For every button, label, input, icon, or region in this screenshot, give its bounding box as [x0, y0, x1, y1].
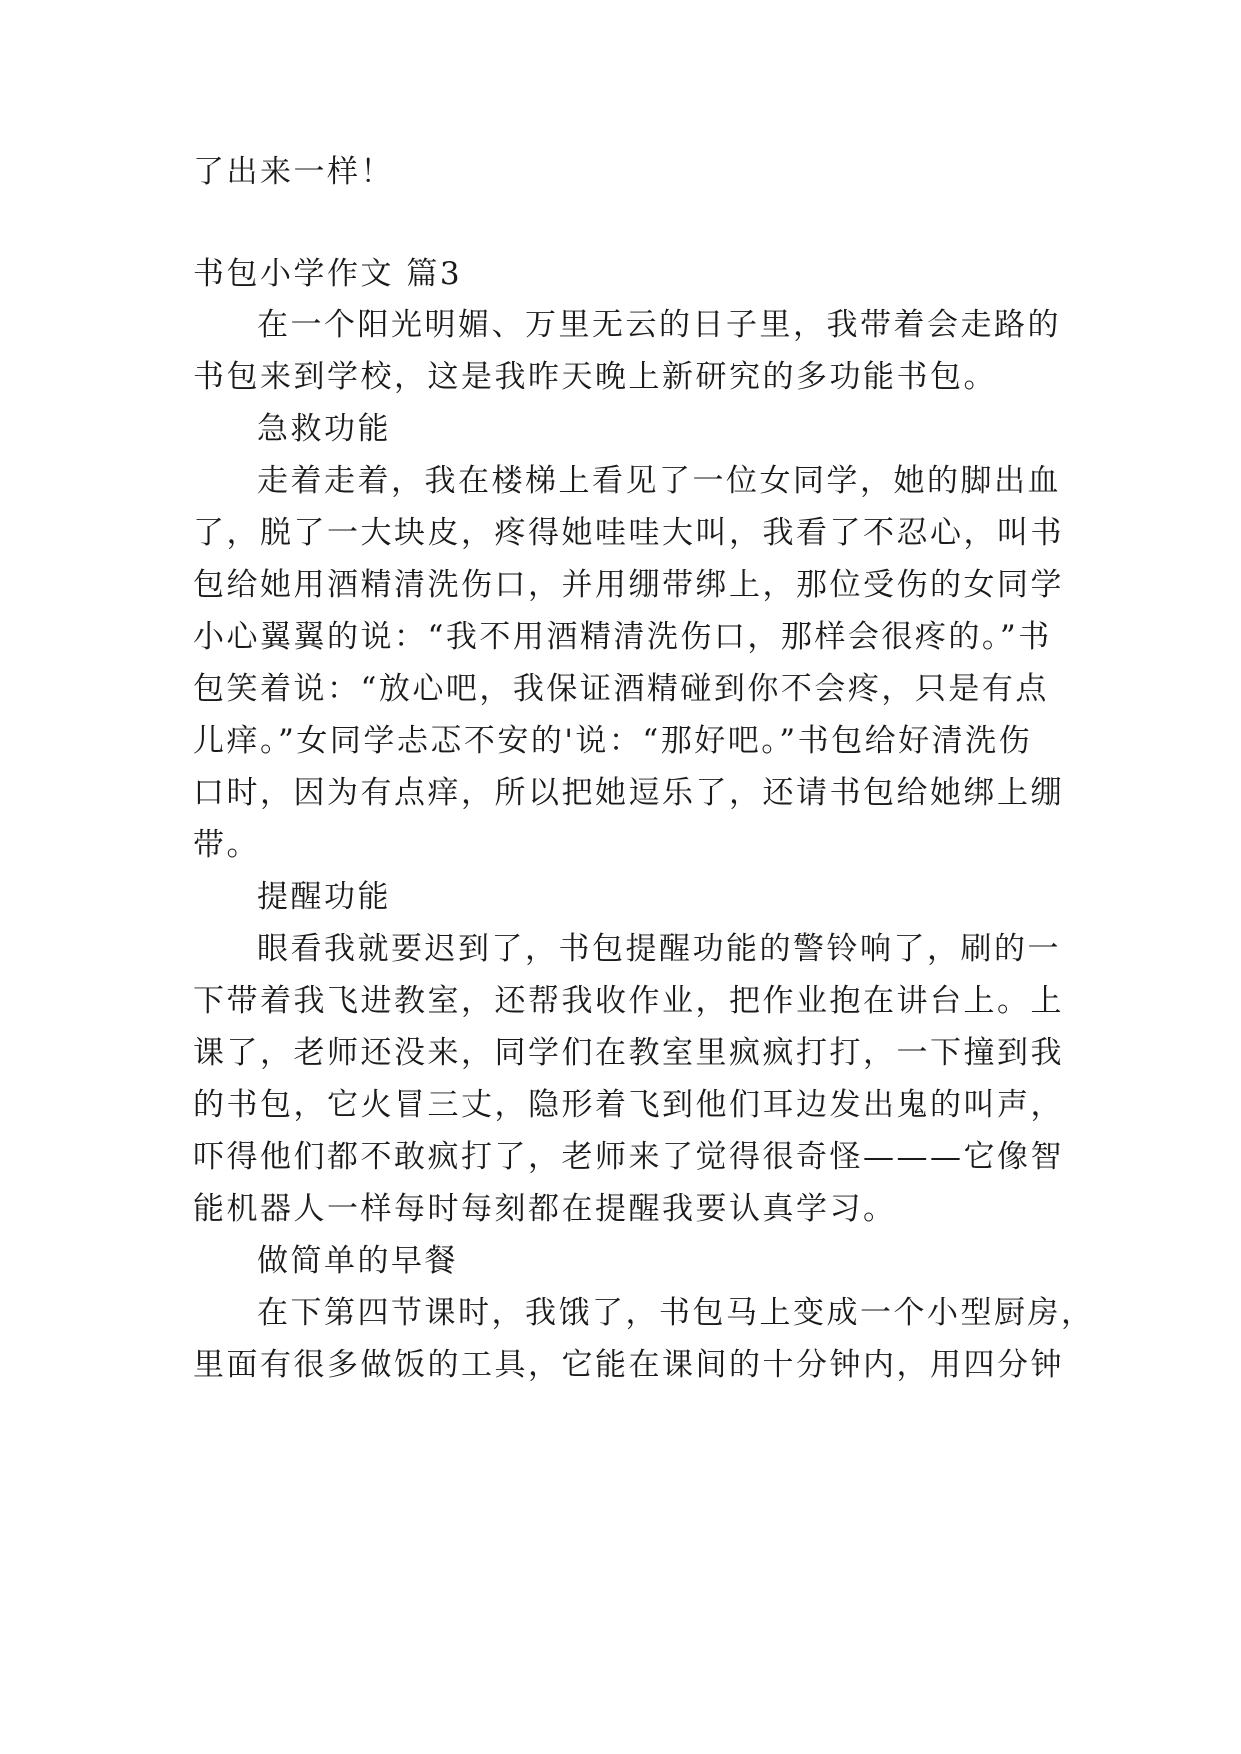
subheading-reminder: 提醒功能 — [257, 879, 391, 915]
paragraph-line: 下带着我飞进教室，还帮我收作业，把作业抱在讲台上。上 — [193, 983, 1064, 1019]
paragraph-line: 书包来到学校，这是我昨天晚上新研究的多功能书包。 — [193, 359, 997, 395]
paragraph-line: 了，脱了一大块皮，疼得她哇哇大叫，我看了不忍心，叫书 — [193, 515, 1064, 551]
paragraph-line: 里面有很多做饭的工具，它能在课间的十分钟内，用四分钟 — [193, 1347, 1064, 1383]
paragraph-line: 能机器人一样每时每刻都在提醒我要认真学习。 — [193, 1191, 897, 1227]
subheading-breakfast: 做简单的早餐 — [257, 1243, 458, 1279]
paragraph-line: 小心翼翼的说：“我不用酒精清洗伤口，那样会很疼的。”书 — [193, 619, 1052, 655]
paragraph-line: 课了，老师还没来，同学们在教室里疯疯打打，一下撞到我 — [193, 1035, 1064, 1071]
section-title: 书包小学作文 篇3 — [193, 256, 463, 292]
paragraph-line: 包给她用酒精清洗伤口，并用绷带绑上，那位受伤的女同学 — [193, 567, 1064, 603]
paragraph-line: 在一个阳光明媚、万里无云的日子里，我带着会走路的 — [257, 307, 1061, 343]
paragraph-line: 儿痒。”女同学忐忑不安的'说：“那好吧。”书包给好清洗伤 — [193, 723, 1033, 759]
paragraph-line: 吓得他们都不敢疯打了，老师来了觉得很奇怪———它像智 — [193, 1139, 1064, 1175]
paragraph-line: 带。 — [193, 827, 260, 863]
paragraph-line: 在下第四节课时，我饿了，书包马上变成一个小型厨房， — [257, 1295, 1095, 1331]
text-line: 了出来一样！ — [193, 154, 394, 190]
paragraph-line: 走着走着，我在楼梯上看见了一位女同学，她的脚出血 — [257, 463, 1061, 499]
subheading-first-aid: 急救功能 — [257, 411, 391, 447]
paragraph-line: 眼看我就要迟到了，书包提醒功能的警铃响了，刷的一 — [257, 931, 1061, 967]
paragraph-line: 口时，因为有点痒，所以把她逗乐了，还请书包给她绑上绷 — [193, 775, 1064, 811]
paragraph-line: 包笑着说：“放心吧，我保证酒精碰到你不会疼，只是有点 — [193, 671, 1049, 707]
paragraph-line: 的书包，它火冒三丈，隐形着飞到他们耳边发出鬼的叫声， — [193, 1087, 1064, 1123]
